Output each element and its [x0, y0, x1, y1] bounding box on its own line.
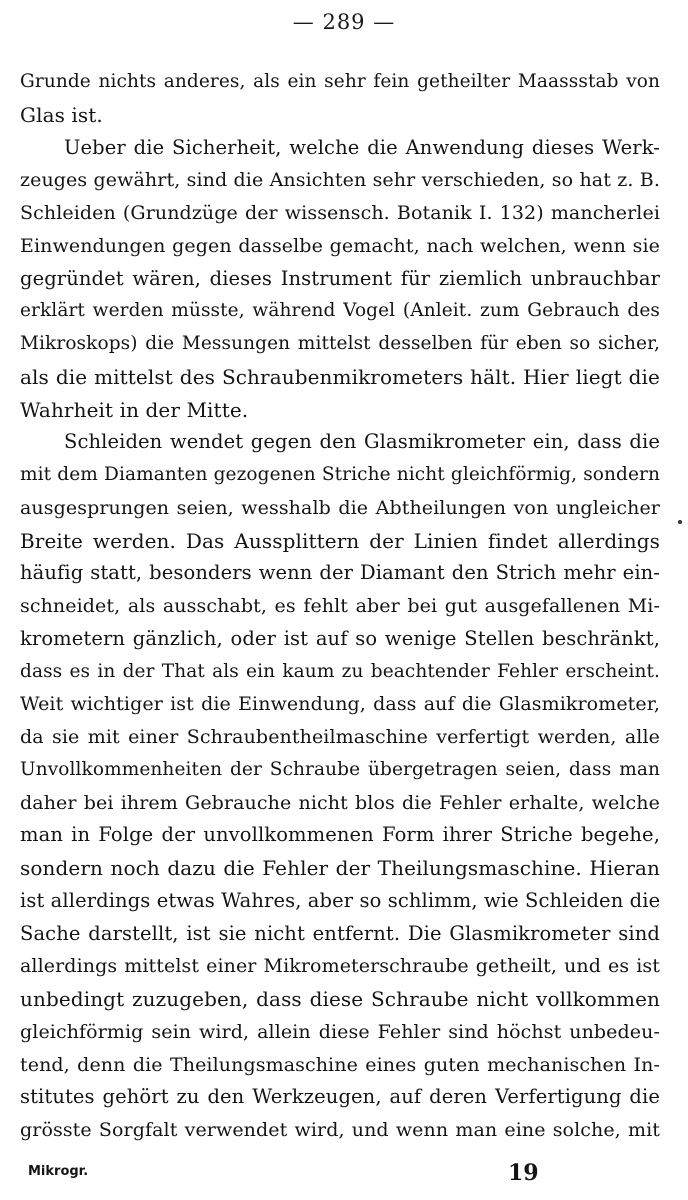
- sheet-number: 19: [508, 1160, 539, 1186]
- text-line: ausgesprungen seien, wesshalb die Abtheilungen von ungleicher: [20, 496, 660, 519]
- text-line: Schleiden (Grundzüge der wissensch. Botanik I. 132) mancherlei: [20, 202, 660, 224]
- text-line: Sache darstellt, ist sie nicht entfernt. Die Glasmikrometer sind: [20, 921, 660, 945]
- text-line: Grunde nichts anderes, als ein sehr fein getheilter Maassstab von: [20, 71, 660, 92]
- body-text: [20, 66, 660, 1147]
- text-line: Weit wichtiger ist die Einwendung, dass auf die Glasmikrometer,: [20, 693, 660, 716]
- text-line: erklärt werden müsste, während Vogel (Anleit. zum Gebrauch des: [20, 300, 660, 322]
- text-line: dass es in der That als ein kaum zu beachtender Fehler erscheint.: [20, 660, 660, 682]
- text-line: stitutes gehört zu den Werkzeugen, auf deren Verfertigung die: [20, 1085, 660, 1109]
- signature-mark: Mikrogr.: [28, 1164, 89, 1179]
- text-line: man in Folge der unvollkommenen Form ihrer Striche begehe,: [20, 823, 660, 847]
- text-line: schneidet, als ausschabt, es fehlt aber bei gut ausgefallenen Mi-: [20, 595, 660, 617]
- text-line: krometern gänzlich, oder ist auf so wenige Stellen beschränkt,: [20, 626, 660, 650]
- text-line: als die mittelst des Schraubenmikrometers hält. Hier liegt die: [20, 364, 660, 389]
- text-line: gleichförmig sein wird, allein diese Fehler sind höchst unbedeu-: [20, 1020, 660, 1043]
- text-line: grösste Sorgfalt verwendet wird, und wenn man eine solche, mit: [20, 1119, 660, 1141]
- text-line: daher bei ihrem Gebrauche nicht blos die Fehler erhalte, welche: [20, 791, 660, 814]
- text-line: häufig statt, besonders wenn der Diamant den Strich mehr ein-: [20, 561, 660, 585]
- text-line: Mikroskops) die Messungen mittelst desselben für eben so sicher,: [20, 333, 660, 354]
- text-line: Wahrheit in der Mitte.: [20, 397, 249, 422]
- text-line: mit dem Diamanten gezogenen Striche nicht gleichförmig, sondern: [20, 464, 660, 485]
- text-line: allerdings mittelst einer Mikrometerschraube getheilt, und es ist: [20, 955, 660, 978]
- page-number: — 289 —: [292, 10, 396, 34]
- text-line: ist allerdings etwas Wahres, aber so schlimm, wie Schleiden die: [20, 888, 661, 912]
- text-line: da sie mit einer Schraubentheilmaschine verfertigt werden, alle: [20, 726, 660, 748]
- text-line: Ueber die Sicherheit, welche die Anwendung dieses Werk-: [64, 135, 660, 159]
- text-line: sondern noch dazu die Fehler der Theilungsmaschine. Hieran: [20, 856, 660, 880]
- text-line: Breite werden. Das Aussplittern der Linien findet allerdings: [20, 528, 660, 553]
- text-line: unbedingt zuzugeben, dass diese Schraube nicht vollkommen: [20, 987, 660, 1011]
- text-line: Schleiden wendet gegen den Glasmikrometer ein, dass die: [64, 430, 660, 454]
- ink-speck: [678, 520, 682, 524]
- text-line: Glas ist.: [20, 102, 103, 127]
- text-line: Einwendungen gegen dasselbe gemacht, nach welchen, wenn sie: [20, 234, 660, 257]
- text-line: gegründet wären, dieses Instrument für ziemlich unbrauchbar: [20, 266, 660, 290]
- text-line: Unvollkommenheiten der Schraube übergetragen seien, dass man: [20, 758, 660, 780]
- text-line: tend, denn die Theilungsmaschine eines guten mechanischen In-: [20, 1053, 660, 1076]
- page-footer: [0, 1160, 688, 1196]
- text-line: zeuges gewährt, sind die Ansichten sehr verschieden, so hat z. B.: [20, 169, 660, 192]
